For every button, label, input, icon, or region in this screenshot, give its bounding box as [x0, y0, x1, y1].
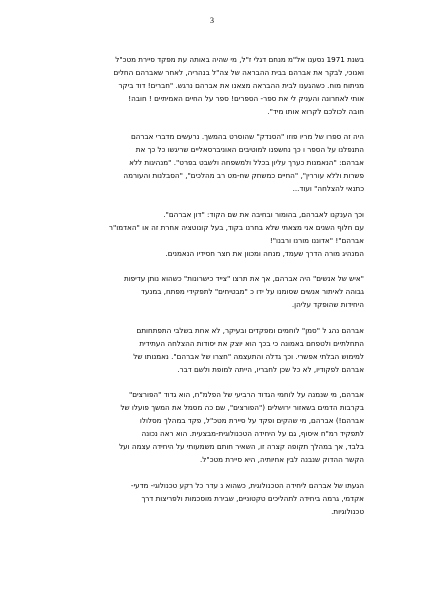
- text-line: אברהם"! "אדוננו מורנו ורבנו"!: [269, 235, 364, 245]
- page-number: 3: [210, 16, 214, 25]
- text-line: אברהם!) אברהם, מי שהקים ופקד על סיירת מטכ"ל, פקד במהלך מסלולו: [139, 416, 364, 426]
- text-line: אברהם לפקודיו, לא כל שכן לחבריו, הייתה למופת ולשם דבר.: [177, 364, 364, 374]
- text-line: טכנולוגיות.: [331, 506, 364, 516]
- paragraph-tech-unit: [66, 480, 364, 519]
- text-line: מניתוח מוח. כשהגענו לבית ההבראה מצאנו את אברהם נרגש. "חברים! דוד ביקר: [118, 80, 364, 90]
- text-line: פשרות וללא עוררין", "החיים כמשחק שח-מט רב מהלכים", "הסבלנות והעורמה: [123, 171, 364, 181]
- text-line: עם חלוף השנים אני מצאתי שלא בחרנו בקוד, בעל קונוטציה אחרת זה או "האדמו"ר: [108, 222, 364, 232]
- text-line: המנהיג מורה הדרך שעמד, מנחה ומכוון את חצר חסידיו הנאמנים.: [165, 248, 364, 258]
- text-line: התנפלנו על הספר ו כך נחשפנו למוטיבים האוניברסאליים שריגשו כל כך את: [135, 145, 364, 155]
- text-line: הקשר ההדוק שנבנה לבין אחיותיה, היא סיירת מטכ"ל.: [200, 455, 364, 465]
- text-line: למימוש הבלתי אפשרי. וכך גדלה והתעצמה "חצרו של אברהם". נאמנותו של: [133, 351, 364, 361]
- paragraph-marking-fighters: [66, 325, 364, 377]
- text-line: התחלתיים ולטפחם באמונה כי בכך הוא יוצק את יסודות ההצלחה העתידית: [139, 338, 364, 348]
- document-body: [66, 54, 364, 531]
- paragraph-code-name: [66, 209, 364, 261]
- text-line: גבוהה לאיתור אנשים שסומנו על ידו כ "מבטיחים" לתפקידי מפתח, במנעד: [141, 287, 364, 297]
- text-line: היה זה ספרו של מריו פוזו "הסנדק" שהוסרט בהמשך. נרעשים מדברי אברהם: [130, 132, 364, 142]
- paragraph-opening-visit: [66, 54, 364, 119]
- text-line: כתנאי להצלחה" ועוד...: [292, 184, 364, 194]
- text-line: אותי לאחרונה והעניק לי את ספר- הספרים! ספר על החיים האמיתיים ! חובה!: [128, 93, 364, 103]
- text-line: וכך הענקנו לאברהם, בהומור ובחיבה את שם הקוד: "דון אברהם".: [163, 209, 364, 219]
- paragraph-palmach-career: [66, 389, 364, 466]
- text-line: אברהם: "הנאמנות כערך עליון בכלל ולמשפחה ולשבט בפרט". "מנהיגות ללא: [129, 158, 364, 168]
- text-line: בקרבות הדמים בשאזור ירושלים ("הפורצים", שם כה מסמל את המשך פועלו של: [120, 403, 364, 413]
- text-line: אברהם נהג ל "סמן" לוחמים ומפקדים ובעיקר, לא אחת בשלבי התפתחותם: [136, 325, 364, 335]
- text-line: לתפקיד רמ"ח איסוף, גם על היחידה הטכנולוגית-מבצעית. הוא ראה נכונה: [141, 429, 364, 439]
- text-line: ואנוכי, לבקר את אברהם בבית ההבראה של צה"ל בנהריה, לאחר שאברהם החלים: [113, 67, 364, 77]
- text-line: אקדמי, גרמה ביחידה לתהליכים טקטוניים, שבירת מוסכמות ולפריצות דרך: [141, 493, 364, 503]
- paragraph-godfather-book: [66, 131, 364, 196]
- text-line: "איש של אנשים" היה אברהם, אך את תרצו "צייד כישרונות" כשהוא נותן עדיפות: [124, 274, 364, 284]
- text-line: בלבד, אך במהלך תקופה קצרה זו, השאיר חותם משמעותי על היחידה עצמה ועל: [119, 442, 364, 452]
- text-line: אברהם, מי שנמנה על לוחמי הגדוד הרביעי של הפלמ"ח, הוא גדוד "הפורצים": [128, 390, 364, 400]
- text-line: הגעתו של אברהם ליחידה הטכנולוגית, כשהוא נ עדר כל רקע טכנולוגי- מדעי-: [130, 480, 364, 490]
- text-line: חובה לכולכם לקרוא אותו מיד".: [267, 106, 364, 116]
- text-line: בשנת 1971 נסענו אל"מ מנחם דגלי ז"ל, מי שהיה באותה עת מפקד סיירת מטכ"ל: [115, 55, 364, 64]
- text-line: היחידות שהופקד עליהן.: [291, 300, 364, 310]
- paragraph-talent-hunter: [66, 273, 364, 312]
